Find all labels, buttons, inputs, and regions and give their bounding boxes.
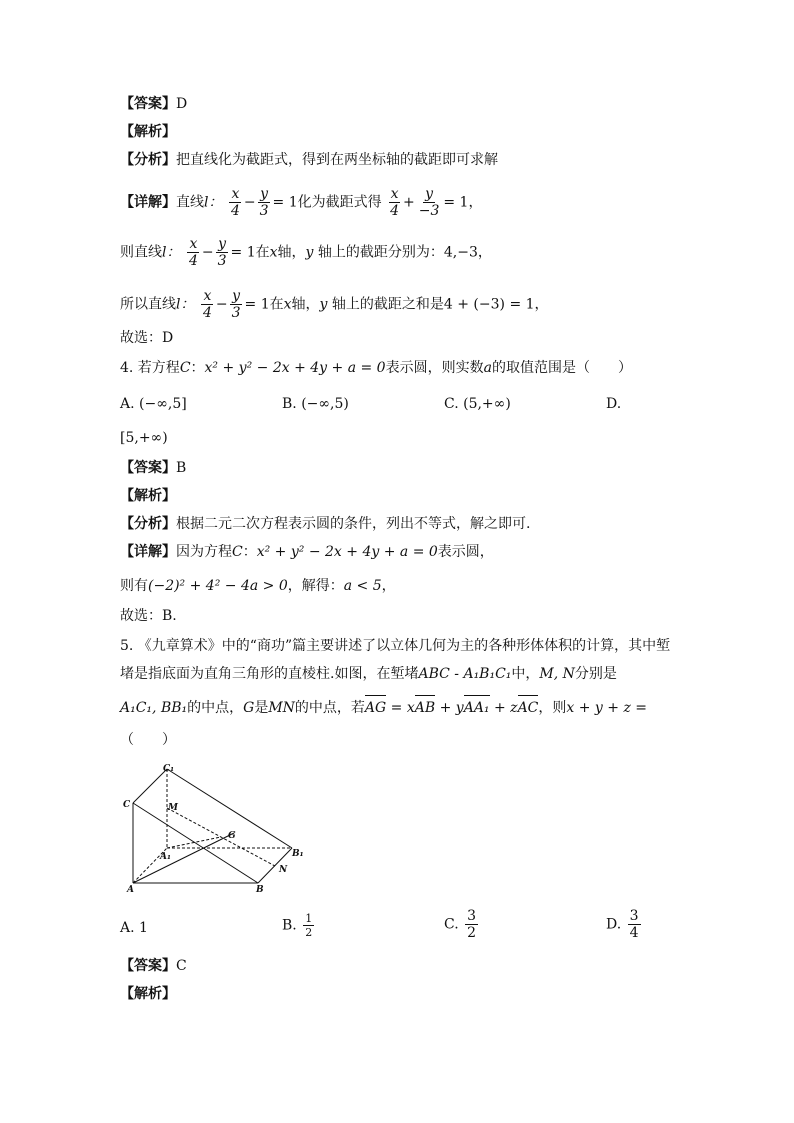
opt-b-label: B.	[282, 917, 297, 934]
ineq-line-q4	[120, 576, 396, 596]
inequality: (−2)² + 4² − 4a > 0	[148, 578, 288, 594]
eq-rhs-2: = 1	[443, 194, 469, 211]
a-var: a	[483, 360, 492, 376]
opt-d-label: D.	[606, 916, 622, 933]
q4-stem-mid: 表示圆，则实数	[385, 360, 484, 376]
eq-rhs-3: = 1	[230, 244, 256, 261]
detail-line-q4	[120, 542, 494, 562]
choose-q3: 故选：D	[120, 330, 174, 346]
answer-tag: 【答案】	[120, 96, 176, 112]
q5-stem-line3	[120, 698, 647, 718]
label-m: M	[168, 803, 178, 813]
q5-option-c[interactable]	[444, 908, 480, 941]
frac-x-4c: $\frac{x}{4}$	[188, 236, 198, 269]
q4-stem	[120, 358, 632, 378]
eq-rhs: = 1	[272, 194, 298, 211]
detail-tag: 【详解】	[120, 544, 176, 560]
q5-stem-l2c: 分别是	[574, 666, 617, 682]
x-var: x	[269, 244, 278, 261]
fenxi-text: 把直线化为截距式，得到在两坐标轴的截距即可求解	[176, 152, 498, 168]
opt-b-frac: $\frac{1}{2}$	[305, 912, 313, 939]
answer-line-q3	[120, 94, 187, 114]
fenxi-line-q3	[120, 150, 498, 170]
answer-value: B	[176, 460, 187, 476]
line2-q3	[120, 236, 492, 269]
line3-q3	[120, 288, 549, 321]
comma-3: ，	[534, 296, 549, 313]
q5-stem-l3c: 的中点，若	[294, 700, 365, 716]
vec-ab: AB	[414, 700, 436, 716]
line-name: l：	[204, 194, 223, 211]
to-intercept: 化为截距式得	[297, 194, 382, 211]
label-c: C	[123, 800, 131, 810]
on-axis-2: 在	[269, 296, 284, 313]
g: G	[243, 700, 255, 716]
choose-q4: 故选：B.	[120, 608, 177, 624]
c-name: C	[179, 360, 191, 376]
opt-c-frac: $\frac{3}{2}$	[467, 908, 477, 941]
c-name-2: C	[232, 544, 243, 560]
plus-z: + z	[489, 700, 518, 716]
detail-lead: 直线	[176, 194, 204, 211]
line-name-3: l：	[176, 296, 195, 313]
seg-a1-g	[167, 837, 221, 848]
y-var-2: y	[319, 296, 328, 313]
vec-aa1: AA₁	[463, 700, 490, 716]
label-b: B	[256, 885, 264, 895]
x-var-2: x	[283, 296, 292, 313]
minus: −	[243, 194, 256, 211]
frac-x-4d: $\frac{x}{4}$	[202, 288, 212, 321]
minus-2: −	[201, 244, 214, 261]
segs: A₁C₁, BB₁	[120, 700, 188, 716]
q4-option-c[interactable]: C. (5,+∞)	[444, 396, 511, 412]
line2-lead: 则直线	[120, 244, 162, 261]
fenxi-tag: 【分析】	[120, 516, 176, 532]
ineq-lead: 则有	[120, 578, 148, 594]
result: a < 5	[343, 578, 382, 594]
label-a: A	[127, 885, 134, 895]
label-n: N	[279, 865, 288, 875]
line2-tail: 轴上的截距分别为：	[313, 244, 444, 261]
equation-2: x² + y² − 2x + 4y + a = 0	[256, 544, 438, 560]
eq-rhs-4: = 1	[244, 296, 270, 313]
q5-paren: （ ）	[120, 732, 176, 748]
q4-stem-post: 的取值范围是（ ）	[491, 360, 632, 376]
answer-value: C	[176, 958, 187, 974]
q4-stem-pre: 4. 若方程	[120, 360, 180, 376]
line-name-2: l：	[162, 244, 181, 261]
q5-stem-l2a: 堵是指底面为直角三角形的直棱柱.如图，在堑堵	[120, 666, 419, 682]
prism-figure	[118, 762, 318, 897]
axis-comma-2: 轴，	[291, 296, 320, 313]
analysis-tag: 【解析】	[120, 488, 176, 504]
plus-y: + y	[435, 700, 464, 716]
vec-ac: AC	[517, 700, 539, 716]
intercepts: 4,−3	[443, 244, 478, 261]
detail-text: 因为方程	[176, 544, 232, 560]
label-g: G	[228, 831, 236, 841]
answer-line-q5	[120, 956, 187, 976]
line3-tail: 轴上的截距之和是	[327, 296, 444, 313]
q5-stem-l3d: ，则	[538, 700, 567, 716]
opt-d-frac: $\frac{3}{4}$	[629, 908, 639, 941]
equation: x² + y² − 2x + 4y + a = 0	[204, 360, 386, 376]
analysis-tag: 【解析】	[120, 986, 176, 1002]
q5-option-b[interactable]	[282, 912, 316, 939]
q4-option-a[interactable]: A. (−∞,5]	[120, 396, 187, 412]
sum-expr: 4 + (−3) = 1	[443, 296, 535, 313]
sum: x + y + z =	[566, 700, 648, 716]
fenxi-line-q4	[120, 514, 530, 534]
y-var: y	[305, 244, 314, 261]
comma: ，	[381, 578, 396, 594]
fenxi-tag: 【分析】	[120, 152, 176, 168]
answer-tag: 【答案】	[120, 958, 176, 974]
colon-2: ：	[242, 544, 257, 560]
q4-option-d[interactable]: D.	[606, 396, 622, 412]
frac-x-4b: $\frac{x}{4}$	[390, 186, 399, 219]
label-c1: C₁	[163, 764, 175, 774]
label-a1: A₁	[160, 852, 171, 862]
label-b1: B₁	[292, 849, 304, 859]
prism: ABC - A₁B₁C₁	[418, 666, 512, 682]
fenxi-text: 根据二元二次方程表示圆的条件，列出不等式，解之即可.	[176, 516, 531, 532]
axis-comma: 轴，	[277, 244, 306, 261]
mn-seg: MN	[268, 700, 295, 716]
q5-option-a[interactable]: A. 1	[120, 920, 148, 936]
frac-y-3b: $\frac{y}{3}$	[217, 236, 227, 269]
minus-3: −	[215, 296, 228, 313]
answer-tag: 【答案】	[120, 460, 176, 476]
frac-y-3c: $\frac{y}{3}$	[231, 288, 241, 321]
analysis-tag: 【解析】	[120, 124, 176, 140]
vec-ag: AG	[364, 700, 387, 716]
q5-stem-l3b: 是	[254, 700, 269, 716]
q5-stem-l2b: 中，	[511, 666, 540, 682]
q4-option-d-value: [5,+∞)	[120, 430, 168, 446]
line3-lead: 所以直线	[120, 296, 176, 313]
comma: ，	[468, 194, 483, 211]
q5-option-d[interactable]	[606, 908, 643, 941]
eq1: = x	[386, 700, 415, 716]
mn: M, N	[539, 666, 575, 682]
edge-c-c1	[133, 769, 167, 803]
frac-y-m3: $\frac{y}{-3}$	[418, 186, 440, 219]
plus: +	[402, 194, 415, 211]
frac-x-4: $\frac{x}{4}$	[230, 186, 240, 219]
frac-y-3: $\frac{y}{3}$	[259, 186, 269, 219]
comma-2: ，	[477, 244, 492, 261]
q5-stem-line1: 5. 《九章算术》中的“商功”篇主要讲述了以立体几何为主的各种形体体积的计算，其中堑	[120, 638, 671, 654]
answer-value: D	[176, 96, 188, 112]
on-axis: 在	[255, 244, 270, 261]
detail-tag: 【详解】	[120, 194, 176, 211]
colon: ：	[190, 360, 205, 376]
detail-line-q3	[120, 186, 482, 219]
q5-stem-line2	[120, 664, 617, 684]
answer-line-q4	[120, 458, 186, 478]
detail-tail: 表示圆，	[437, 544, 494, 560]
q5-stem-l3a: 的中点，	[187, 700, 244, 716]
solve-lead: ，解得：	[287, 578, 344, 594]
q4-option-b[interactable]: B. (−∞,5)	[282, 396, 349, 412]
opt-c-label: C.	[444, 916, 459, 933]
